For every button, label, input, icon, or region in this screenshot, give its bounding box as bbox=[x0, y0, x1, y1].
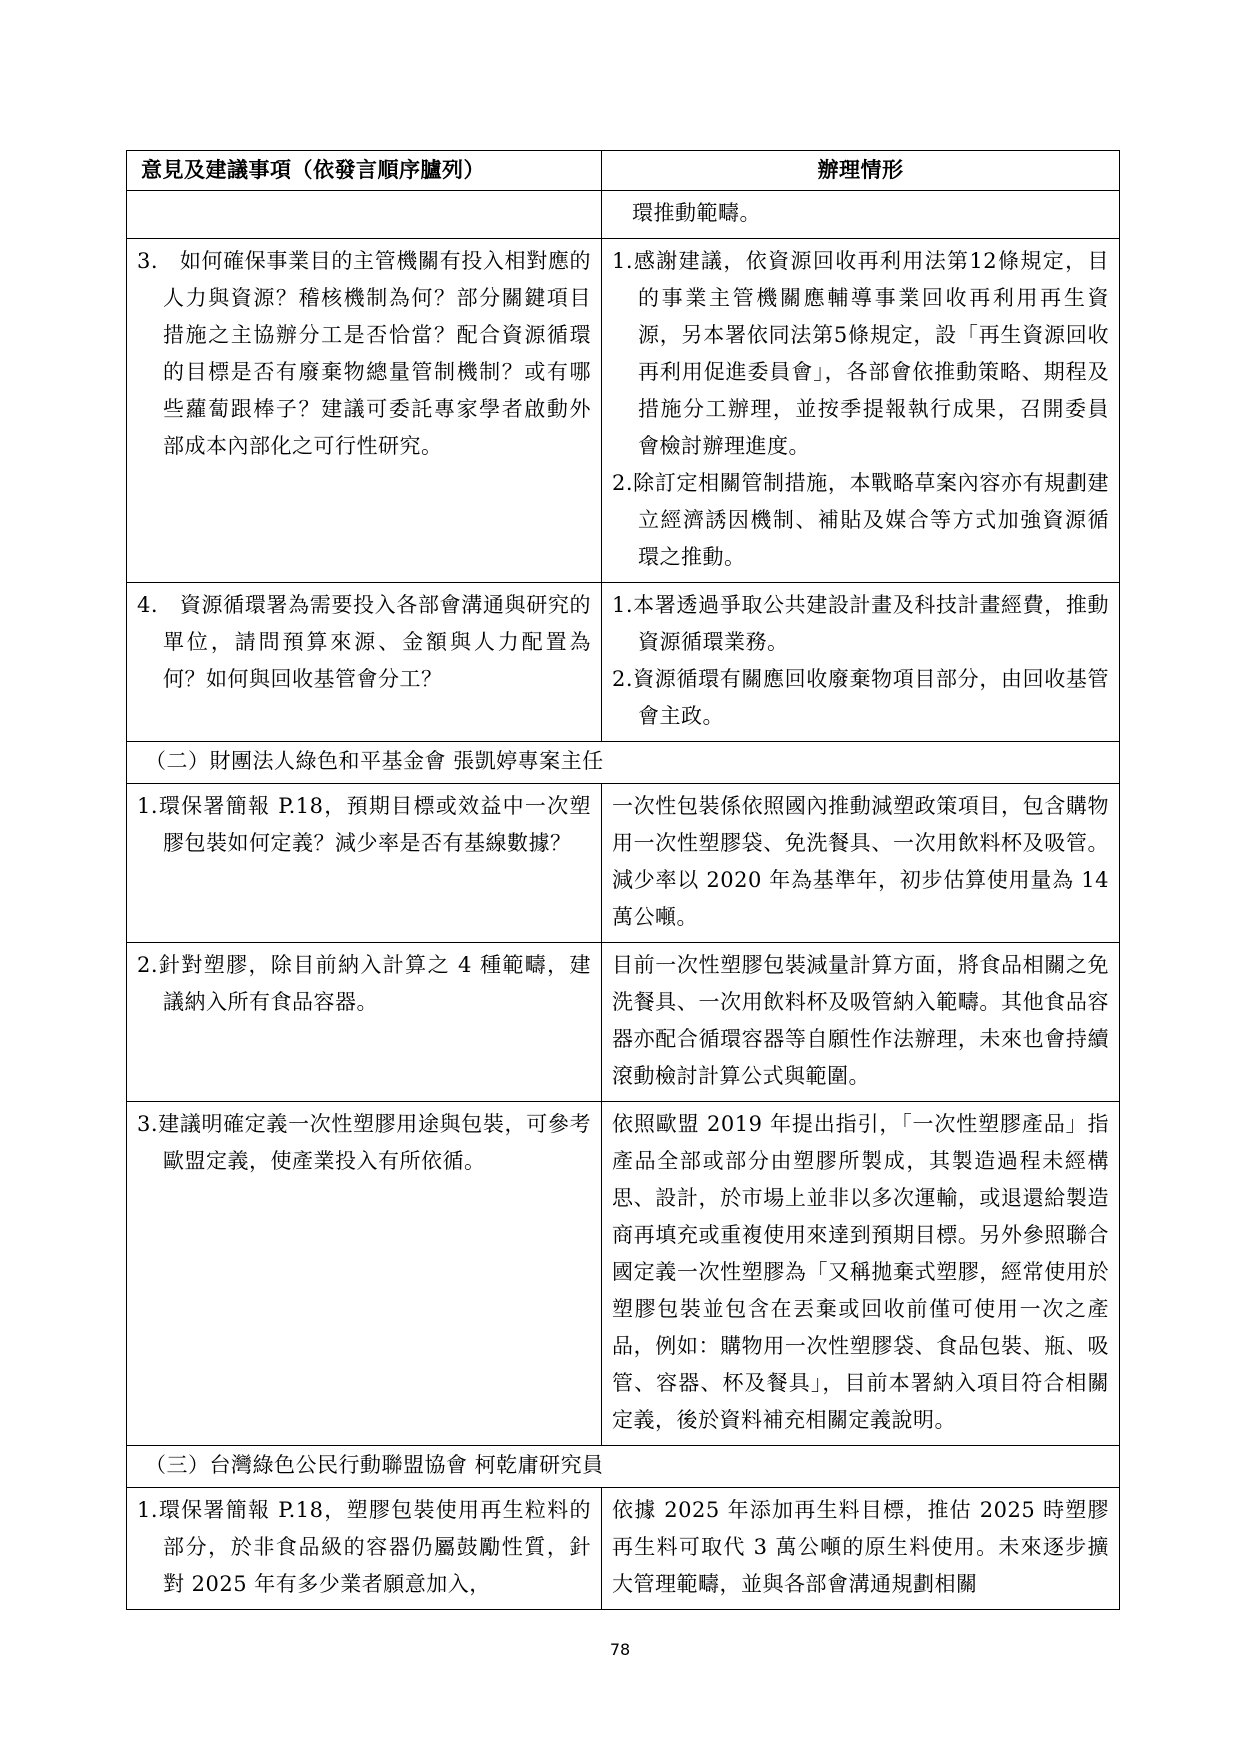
section-row bbox=[127, 1446, 1120, 1488]
table-header-row bbox=[127, 151, 1120, 191]
table-row bbox=[127, 943, 1120, 1102]
section-heading: （三）台灣綠色公民行動聯盟協會 柯乾庸研究員 bbox=[127, 1446, 1120, 1488]
opinion-cell: 1.環保署簡報 P.18，預期目標或效益中一次塑膠包裝如何定義？減少率是否有基線數據？ bbox=[127, 784, 602, 943]
table-row bbox=[127, 1488, 1120, 1610]
response-item: 1.感謝建議，依資源回收再利用法第12條規定，目的事業主管機關應輔導事業回收再利用再生資源，另本署依同法第5條規定，設「再生資源回收再利用促進委員會」，各部會依推動策略、期程及措施分工辦理，並按季提報執行成果，召開委員會檢討辦理進度。 bbox=[612, 249, 1109, 458]
opinions-table bbox=[126, 150, 1120, 1610]
opinion-cell: 1.環保署簡報 P.18，塑膠包裝使用再生粒料的部分，於非食品級的容器仍屬鼓勵性質，針對 2025 年有多少業者願意加入， bbox=[127, 1488, 602, 1610]
response-cell: 依據 2025 年添加再生料目標，推估 2025 時塑膠再生料可取代 3 萬公噸的原生料使用。未來逐步擴大管理範疇，並與各部會溝通規劃相關 bbox=[602, 1488, 1120, 1610]
table-row bbox=[127, 784, 1120, 943]
header-handling-status: 辦理情形 bbox=[602, 151, 1120, 191]
opinion-cell: 3.建議明確定義一次性塑膠用途與包裝，可參考歐盟定義，使產業投入有所依循。 bbox=[127, 1102, 602, 1446]
response-cell bbox=[602, 583, 1120, 742]
response-cell bbox=[602, 239, 1120, 583]
table-row bbox=[127, 191, 1120, 239]
response-cell: 環推動範疇。 bbox=[602, 191, 1120, 239]
opinion-cell bbox=[127, 191, 602, 239]
section-heading: （二）財團法人綠色和平基金會 張凱婷專案主任 bbox=[127, 742, 1120, 784]
response-cell: 依照歐盟 2019 年提出指引，「一次性塑膠產品」指產品全部或部分由塑膠所製成，其製造過程未經構思、設計，於市場上並非以多次運輸，或退還給製造商再填充或重複使用來達到預期目標。另外參照聯合國定義一次性塑膠為「又稱拋棄式塑膠，經常使用於塑膠包裝並包含在丟棄或回收前僅可使用一次之產品，例如：購物用一次性塑膠袋、食品包裝、瓶、吸管、容器、杯及餐具」，目前本署納入項目符合相關定義，後於資料補充相關定義說明。 bbox=[602, 1102, 1120, 1446]
opinion-cell: 4. 資源循環署為需要投入各部會溝通與研究的單位，請問預算來源、金額與人力配置為何？如何與回收基管會分工？ bbox=[127, 583, 602, 742]
response-cell: 目前一次性塑膠包裝減量計算方面，將食品相關之免洗餐具、一次用飲料杯及吸管納入範疇。其他食品容器亦配合循環容器等自願性作法辦理，未來也會持續滾動檢討計算公式與範圍。 bbox=[602, 943, 1120, 1102]
response-item: 2.資源循環有關應回收廢棄物項目部分，由回收基管會主政。 bbox=[612, 667, 1109, 728]
response-item: 2.除訂定相關管制措施，本戰略草案內容亦有規劃建立經濟誘因機制、補貼及媒合等方式加強資源循環之推動。 bbox=[612, 471, 1109, 569]
opinion-cell: 2.針對塑膠，除目前納入計算之 4 種範疇，建議納入所有食品容器。 bbox=[127, 943, 602, 1102]
response-item: 1.本署透過爭取公共建設計畫及科技計畫經費，推動資源循環業務。 bbox=[612, 593, 1109, 654]
section-row bbox=[127, 742, 1120, 784]
response-cell: 一次性包裝係依照國內推動減塑政策項目，包含購物用一次性塑膠袋、免洗餐具、一次用飲料杯及吸管。減少率以 2020 年為基準年，初步估算使用量為 14 萬公噸。 bbox=[602, 784, 1120, 943]
header-opinions: 意見及建議事項（依發言順序臚列） bbox=[127, 151, 602, 191]
table-row bbox=[127, 583, 1120, 742]
table-row bbox=[127, 239, 1120, 583]
page-number: 78 bbox=[609, 1640, 631, 1659]
table-row bbox=[127, 1102, 1120, 1446]
opinion-cell: 3. 如何確保事業目的主管機關有投入相對應的人力與資源？稽核機制為何？部分關鍵項目措施之主協辦分工是否恰當？配合資源循環的目標是否有廢棄物總量管制機制？或有哪些蘿蔔跟棒子？建議可委託專家學者啟動外部成本內部化之可行性研究。 bbox=[127, 239, 602, 583]
